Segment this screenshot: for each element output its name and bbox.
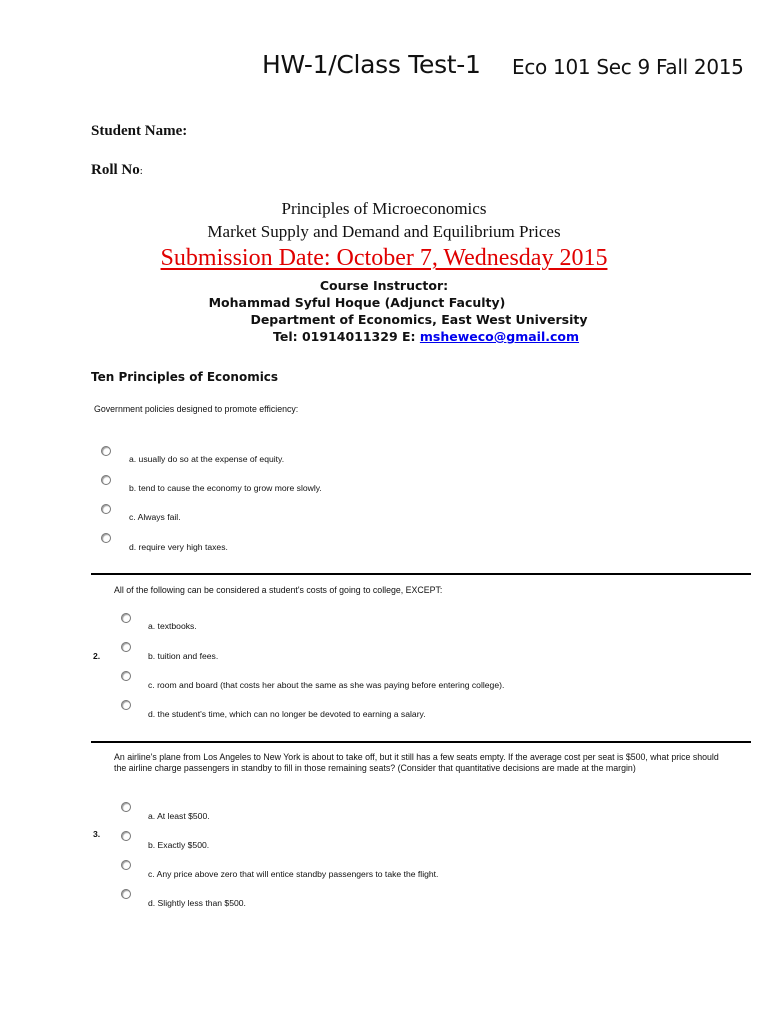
question-2-number: 2. [93, 651, 101, 661]
option-q1-d: d. require very high taxes. [129, 542, 228, 552]
submission-date: Submission Date: October 7, Wednesday 2015 [160, 245, 608, 271]
question-divider [91, 741, 751, 743]
contact-phone: Tel: 01914011329 E: [272, 329, 420, 344]
instructor-name: Mohammad Syful Hoque (Adjunct Faculty) [208, 295, 506, 310]
radio-q2-c[interactable] [121, 671, 131, 681]
question-3-text: An airline's plane from Los Angeles to New York is about to take off, but it still has a few seats empty. If the average cost per seat is $500, what price should the airline charge passengers in standby to fill in those remaining seats? (Consider that quantitative decisions are made at the margin) [114, 752, 719, 773]
option-q2-d: d. the student's time, which can no longer be devoted to earning a salary. [148, 709, 426, 719]
radio-q2-b[interactable] [121, 642, 131, 652]
instructor-heading: Course Instructor: [319, 278, 449, 293]
radio-q1-a[interactable] [101, 446, 111, 456]
radio-q3-b[interactable] [121, 831, 131, 841]
roll-number-field [91, 162, 143, 179]
question-2-text: All of the following can be considered a student's costs of going to college, EXCEPT: [114, 585, 443, 595]
radio-q1-b[interactable] [101, 475, 111, 485]
question-1-text: Government policies designed to promote efficiency: [94, 404, 299, 414]
option-q2-c: c. room and board (that costs her about the same as she was paying before entering college). [148, 680, 505, 690]
question-divider [91, 573, 751, 575]
radio-q1-d[interactable] [101, 533, 111, 543]
radio-q3-d[interactable] [121, 889, 131, 899]
option-q3-a: a. At least $500. [148, 811, 210, 821]
option-q1-b: b. tend to cause the economy to grow more slowly. [129, 483, 322, 493]
section-title: Ten Principles of Economics [91, 370, 279, 384]
radio-q3-a[interactable] [121, 802, 131, 812]
contact-line [42, 329, 768, 344]
question-3-number: 3. [93, 829, 101, 839]
option-q3-b: b. Exactly $500. [148, 840, 210, 850]
subject-title: Principles of Microeconomics [281, 199, 487, 218]
radio-q2-a[interactable] [121, 613, 131, 623]
option-q3-c: c. Any price above zero that will entice standby passengers to take the flight. [148, 869, 439, 879]
option-q1-a: a. usually do so at the expense of equity. [129, 454, 285, 464]
option-q2-b: b. tuition and fees. [148, 651, 219, 661]
course-code: Eco 101 Sec 9 Fall 2015 [512, 55, 744, 79]
document-title: HW-1/Class Test-1 [262, 50, 481, 79]
instructor-email-link[interactable]: msheweco@gmail.com [419, 329, 580, 344]
option-q2-a: a. textbooks. [148, 621, 197, 631]
student-name-label: Student Name: [91, 123, 188, 139]
radio-q3-c[interactable] [121, 860, 131, 870]
roll-number-label: Roll No [91, 162, 140, 178]
radio-q2-d[interactable] [121, 700, 131, 710]
radio-q1-c[interactable] [101, 504, 111, 514]
roll-number-colon: : [139, 165, 143, 177]
department-line: Department of Economics, East West University [250, 312, 588, 327]
option-q3-d: d. Slightly less than $500. [148, 898, 246, 908]
option-q1-c: c. Always fail. [129, 512, 181, 522]
topic-title: Market Supply and Demand and Equilibrium Prices [207, 222, 561, 241]
